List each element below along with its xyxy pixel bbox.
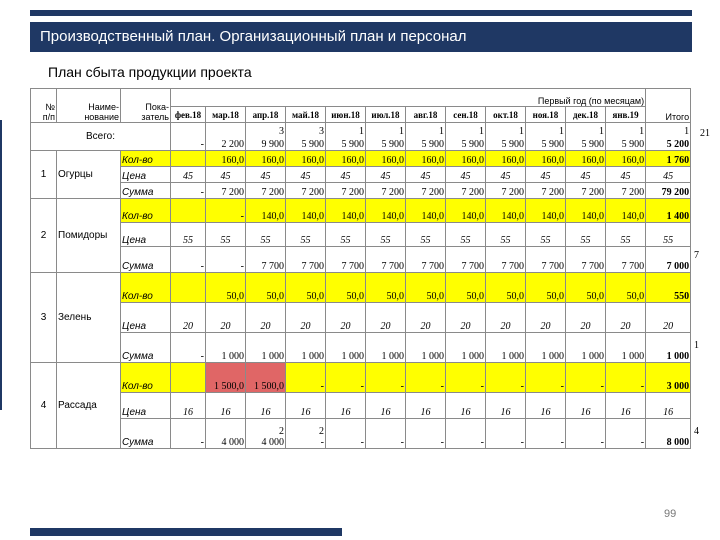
price-cell: 16 — [406, 393, 446, 419]
sum-cell — [246, 333, 286, 363]
qty-cell: 140,0 — [286, 199, 326, 223]
sum-cell — [206, 247, 246, 273]
header-total: Итого — [646, 89, 691, 123]
sum-value: 7 700 — [621, 261, 645, 272]
price-cell: 16 — [246, 393, 286, 419]
qty-cell: 160,0 — [406, 151, 446, 167]
sum-cell — [406, 247, 446, 273]
sum-value: 1 000 — [581, 351, 604, 362]
product-number: 2 — [31, 199, 57, 273]
qty-cell: - — [206, 199, 246, 223]
price-cell: 45 — [566, 167, 606, 183]
qty-cell: 160,0 — [446, 151, 486, 167]
sum-cell — [171, 183, 206, 199]
total-bottom-cell: 5 900 — [566, 137, 606, 151]
sum-value: - — [400, 437, 404, 448]
price-cell: 45 — [326, 167, 366, 183]
sum-cell — [646, 247, 691, 273]
bottom-accent-rule — [30, 528, 342, 536]
total-top-cell: 1 — [446, 123, 486, 137]
sum-value: 7 700 — [581, 261, 604, 272]
price-cell: 16 — [206, 393, 246, 419]
sum-cell — [446, 333, 486, 363]
sum-cell — [566, 419, 606, 449]
qty-cell: 1 760 — [646, 151, 691, 167]
side-number-2: 7 — [694, 250, 699, 261]
price-cell: 45 — [446, 167, 486, 183]
sum-cell — [406, 333, 446, 363]
sum-cell — [206, 333, 246, 363]
price-cell: 20 — [406, 303, 446, 333]
total-top-cell: 1 — [486, 123, 526, 137]
sum-value: 7 200 — [341, 187, 364, 198]
price-cell: 20 — [446, 303, 486, 333]
qty-label: Кол-во — [121, 363, 171, 393]
price-cell: 45 — [246, 167, 286, 183]
product-name: Рассада — [57, 363, 121, 449]
sum-cell — [446, 183, 486, 199]
sum-cell — [566, 247, 606, 273]
product-row — [31, 363, 691, 393]
qty-cell: 50,0 — [286, 273, 326, 303]
total-top-cell — [171, 123, 206, 137]
month-header: апр.18 — [246, 107, 286, 123]
header-name: Наиме- нование — [57, 89, 121, 123]
price-cell: 20 — [366, 303, 406, 333]
sum-value: 7 200 — [501, 187, 524, 198]
price-cell: 20 — [286, 303, 326, 333]
header-first-year: Первый год (по месяцам) — [171, 89, 646, 107]
month-header: июн.18 — [326, 107, 366, 123]
sales-plan-table — [30, 88, 691, 449]
price-cell: 45 — [486, 167, 526, 183]
price-label: Цена — [121, 303, 171, 333]
sum-cell — [646, 419, 691, 449]
sum-value: 7 200 — [381, 187, 404, 198]
sum-cell — [486, 419, 526, 449]
total-top-cell: 1 — [406, 123, 446, 137]
sum-value: - — [520, 437, 524, 448]
total-top-cell: 1 — [566, 123, 606, 137]
qty-cell: 1 500,0 — [206, 363, 246, 393]
product-number: 4 — [31, 363, 57, 449]
qty-cell — [171, 199, 206, 223]
product-name: Огурцы — [57, 151, 121, 199]
sum-cell — [171, 333, 206, 363]
price-cell: 55 — [171, 223, 206, 247]
qty-cell: 160,0 — [286, 151, 326, 167]
qty-label: Кол-во — [121, 199, 171, 223]
qty-cell: - — [606, 363, 646, 393]
sum-row — [31, 247, 691, 273]
total-bottom-cell: 5 200 — [646, 137, 691, 151]
sum-cell — [606, 183, 646, 199]
price-cell: 16 — [326, 393, 366, 419]
sum-value: 7 000 — [666, 261, 690, 272]
sum-cell — [646, 333, 691, 363]
product-name: Зелень — [57, 273, 121, 363]
sum-cell — [446, 247, 486, 273]
price-row — [31, 223, 691, 247]
qty-label: Кол-во — [121, 151, 171, 167]
price-cell: 16 — [646, 393, 691, 419]
sum-cell — [171, 247, 206, 273]
total-top-cell: 1 — [606, 123, 646, 137]
sum-value: - — [240, 261, 244, 272]
sum-cell — [566, 333, 606, 363]
qty-cell: 140,0 — [526, 199, 566, 223]
sum-value: 1 000 — [301, 351, 324, 362]
sum-value: 7 200 — [461, 187, 484, 198]
sum-value: - — [440, 437, 444, 448]
price-cell: 16 — [486, 393, 526, 419]
price-cell: 45 — [171, 167, 206, 183]
total-bottom-cell: 5 900 — [446, 137, 486, 151]
price-cell: 20 — [646, 303, 691, 333]
side-number-4: 4 — [694, 426, 699, 437]
qty-cell: 50,0 — [326, 273, 366, 303]
total-top-cell: 1 — [366, 123, 406, 137]
qty-cell: 50,0 — [566, 273, 606, 303]
price-cell: 45 — [366, 167, 406, 183]
sum-cell — [406, 419, 446, 449]
price-cell: 16 — [171, 393, 206, 419]
sum-value: 79 200 — [661, 187, 690, 198]
sum-cell — [286, 247, 326, 273]
total-bottom-cell: 5 900 — [366, 137, 406, 151]
qty-cell: 50,0 — [246, 273, 286, 303]
sum-value: - — [200, 261, 204, 272]
price-cell: 16 — [526, 393, 566, 419]
qty-cell: 50,0 — [406, 273, 446, 303]
price-cell: 45 — [606, 167, 646, 183]
price-cell: 55 — [326, 223, 366, 247]
month-header: мар.18 — [206, 107, 246, 123]
sum-cell — [246, 419, 286, 449]
price-cell: 45 — [206, 167, 246, 183]
qty-cell: - — [366, 363, 406, 393]
sum-cell — [206, 183, 246, 199]
price-cell: 55 — [606, 223, 646, 247]
qty-label: Кол-во — [121, 273, 171, 303]
page-number: 99 — [664, 508, 677, 520]
qty-cell: 160,0 — [566, 151, 606, 167]
price-label: Цена — [121, 223, 171, 247]
sum-cell — [286, 183, 326, 199]
sum-cell — [566, 183, 606, 199]
qty-cell: 140,0 — [566, 199, 606, 223]
price-row — [31, 167, 691, 183]
sum-value: 1 000 — [666, 351, 690, 362]
price-cell: 16 — [446, 393, 486, 419]
month-header: фев.18 — [171, 107, 206, 123]
sum-value: 7 700 — [381, 261, 404, 272]
qty-cell — [171, 273, 206, 303]
sum-cell — [246, 247, 286, 273]
sum-cell — [606, 419, 646, 449]
product-row — [31, 199, 691, 223]
sum-value: 7 700 — [341, 261, 364, 272]
sum-cell — [646, 183, 691, 199]
qty-cell: 160,0 — [206, 151, 246, 167]
sum-label: Сумма — [121, 333, 171, 363]
qty-cell: 160,0 — [366, 151, 406, 167]
sum-cell — [366, 247, 406, 273]
qty-cell: 140,0 — [486, 199, 526, 223]
total-top-cell: 1 — [646, 123, 691, 137]
sum-value: 7 700 — [541, 261, 564, 272]
qty-cell: 140,0 — [366, 199, 406, 223]
sum-value: 1 000 — [501, 351, 524, 362]
total-bottom-cell: 5 900 — [486, 137, 526, 151]
sum-cell — [526, 419, 566, 449]
price-cell: 45 — [526, 167, 566, 183]
sum-value: - — [200, 351, 204, 362]
qty-cell: 1 400 — [646, 199, 691, 223]
sum-cell — [486, 247, 526, 273]
qty-cell: 550 — [646, 273, 691, 303]
total-bottom-cell: 2 200 — [206, 137, 246, 151]
qty-cell: 160,0 — [526, 151, 566, 167]
sum-value: 7 700 — [301, 261, 324, 272]
product-row — [31, 151, 691, 167]
price-cell: 20 — [326, 303, 366, 333]
total-top-cell: 3 — [246, 123, 286, 137]
sum-cell — [366, 333, 406, 363]
qty-cell: 140,0 — [606, 199, 646, 223]
qty-cell: 160,0 — [606, 151, 646, 167]
sum-value: 7 200 — [621, 187, 645, 198]
header-num: № п/п — [31, 89, 57, 123]
sum-value: 4 000 — [261, 437, 284, 448]
month-header: июл.18 — [366, 107, 406, 123]
price-cell: 16 — [286, 393, 326, 419]
sum-value: 8 000 — [666, 437, 690, 448]
sum-value: 1 000 — [621, 351, 645, 362]
sum-value: 1 000 — [341, 351, 364, 362]
qty-cell: - — [526, 363, 566, 393]
qty-cell: - — [446, 363, 486, 393]
total-bottom-cell: 5 900 — [526, 137, 566, 151]
month-header: ноя.18 — [526, 107, 566, 123]
price-cell: 45 — [406, 167, 446, 183]
sum-cell — [486, 333, 526, 363]
sum-value: 7 200 — [261, 187, 284, 198]
qty-cell: - — [326, 363, 366, 393]
sum-cell — [326, 247, 366, 273]
sum-cell — [326, 183, 366, 199]
qty-cell: 140,0 — [446, 199, 486, 223]
sum-value: 7 200 — [581, 187, 604, 198]
qty-cell: 50,0 — [606, 273, 646, 303]
sum-value: 7 200 — [301, 187, 324, 198]
sum-value: 7 200 — [221, 187, 244, 198]
price-cell: 20 — [526, 303, 566, 333]
sum-value: 7 700 — [261, 261, 284, 272]
qty-cell: - — [286, 363, 326, 393]
sum-value: 1 000 — [381, 351, 404, 362]
total-top-cell — [206, 123, 246, 137]
price-cell: 55 — [446, 223, 486, 247]
total-bottom-cell: 5 900 — [406, 137, 446, 151]
top-accent-bar — [30, 10, 692, 16]
price-cell: 55 — [206, 223, 246, 247]
price-row — [31, 303, 691, 333]
sum-value: - — [360, 437, 364, 448]
month-header: авг.18 — [406, 107, 446, 123]
sum-label: Сумма — [121, 419, 171, 449]
sum-value: 1 000 — [221, 351, 244, 362]
total-bottom-cell: 9 900 — [246, 137, 286, 151]
qty-cell: 50,0 — [446, 273, 486, 303]
sum-value: 7 700 — [421, 261, 444, 272]
sum-value: 1 000 — [421, 351, 444, 362]
month-header: дек.18 — [566, 107, 606, 123]
sum-cell — [486, 183, 526, 199]
sum-cell — [446, 419, 486, 449]
sum-value: 7 700 — [461, 261, 484, 272]
price-cell: 55 — [366, 223, 406, 247]
price-cell: 55 — [406, 223, 446, 247]
sum-value: 1 000 — [261, 351, 284, 362]
price-cell: 20 — [246, 303, 286, 333]
sum-value: - — [480, 437, 484, 448]
qty-cell: 50,0 — [526, 273, 566, 303]
sum-label: Сумма — [121, 183, 171, 199]
qty-cell — [171, 363, 206, 393]
total-bottom-cell: 5 900 — [606, 137, 646, 151]
sum-row — [31, 419, 691, 449]
sum-cell — [326, 333, 366, 363]
price-cell: 20 — [606, 303, 646, 333]
price-cell: 55 — [566, 223, 606, 247]
qty-cell: 140,0 — [326, 199, 366, 223]
sum-value: - — [560, 437, 564, 448]
month-header: янв.19 — [606, 107, 646, 123]
qty-cell: - — [566, 363, 606, 393]
qty-cell: 1 500,0 — [246, 363, 286, 393]
sum-cell — [286, 419, 326, 449]
price-cell: 55 — [526, 223, 566, 247]
side-number-1: 21 — [700, 128, 710, 139]
sum-cell — [286, 333, 326, 363]
sum-top-value: 2 — [279, 426, 284, 437]
month-header: окт.18 — [486, 107, 526, 123]
header-row-1 — [31, 89, 691, 107]
sum-cell — [526, 333, 566, 363]
price-cell: 16 — [566, 393, 606, 419]
sum-value: 1 000 — [541, 351, 564, 362]
price-cell: 20 — [206, 303, 246, 333]
qty-cell: - — [406, 363, 446, 393]
sum-cell — [606, 333, 646, 363]
price-label: Цена — [121, 167, 171, 183]
sum-cell — [406, 183, 446, 199]
total-label: Всего: — [31, 123, 171, 151]
qty-cell: - — [486, 363, 526, 393]
sum-value: - — [200, 437, 204, 448]
qty-cell: 160,0 — [326, 151, 366, 167]
sum-value: 7 700 — [501, 261, 524, 272]
side-number-3: 1 — [694, 340, 699, 351]
qty-cell: 50,0 — [486, 273, 526, 303]
qty-cell: 50,0 — [366, 273, 406, 303]
total-row — [31, 123, 691, 137]
sum-cell — [246, 183, 286, 199]
sum-value: - — [600, 437, 604, 448]
sum-cell — [526, 247, 566, 273]
slide-title: Производственный план. Организационный план и персонал — [30, 22, 692, 52]
sum-cell — [366, 419, 406, 449]
sum-cell — [206, 419, 246, 449]
total-bottom-cell: 5 900 — [326, 137, 366, 151]
header-indicator: Пока- затель — [121, 89, 171, 123]
sum-cell — [606, 247, 646, 273]
sum-value: - — [320, 437, 324, 448]
qty-cell: 160,0 — [486, 151, 526, 167]
qty-cell — [171, 151, 206, 167]
qty-cell: 160,0 — [246, 151, 286, 167]
product-name: Помидоры — [57, 199, 121, 273]
sum-cell — [326, 419, 366, 449]
price-cell: 16 — [366, 393, 406, 419]
sum-value: 7 200 — [541, 187, 564, 198]
price-cell: 20 — [171, 303, 206, 333]
qty-cell: 140,0 — [246, 199, 286, 223]
qty-cell: 3 000 — [646, 363, 691, 393]
price-row — [31, 393, 691, 419]
total-bottom-cell: 5 900 — [286, 137, 326, 151]
price-cell: 45 — [646, 167, 691, 183]
sum-top-value: 2 — [319, 426, 324, 437]
sum-cell — [366, 183, 406, 199]
sum-value: - — [200, 187, 204, 198]
sum-value: 1 000 — [461, 351, 484, 362]
qty-cell: 140,0 — [406, 199, 446, 223]
sum-value: - — [640, 437, 645, 448]
price-cell: 20 — [486, 303, 526, 333]
price-cell: 20 — [566, 303, 606, 333]
month-header: сен.18 — [446, 107, 486, 123]
total-bottom-cell: - — [171, 137, 206, 151]
price-cell: 45 — [286, 167, 326, 183]
qty-cell: 50,0 — [206, 273, 246, 303]
sum-row — [31, 183, 691, 199]
price-cell: 55 — [486, 223, 526, 247]
price-cell: 55 — [246, 223, 286, 247]
sum-cell — [526, 183, 566, 199]
left-accent-rule — [0, 120, 2, 410]
sum-value: 4 000 — [221, 437, 244, 448]
table-subtitle: План сбыта продукции проекта — [48, 64, 252, 80]
product-number: 3 — [31, 273, 57, 363]
sum-label: Сумма — [121, 247, 171, 273]
price-cell: 55 — [286, 223, 326, 247]
price-label: Цена — [121, 393, 171, 419]
total-top-cell: 3 — [286, 123, 326, 137]
total-top-cell: 1 — [326, 123, 366, 137]
sum-cell — [171, 419, 206, 449]
price-cell: 55 — [646, 223, 691, 247]
sum-row — [31, 333, 691, 363]
product-number: 1 — [31, 151, 57, 199]
price-cell: 16 — [606, 393, 646, 419]
month-header: май.18 — [286, 107, 326, 123]
product-row — [31, 273, 691, 303]
sum-value: 7 200 — [421, 187, 444, 198]
total-top-cell: 1 — [526, 123, 566, 137]
